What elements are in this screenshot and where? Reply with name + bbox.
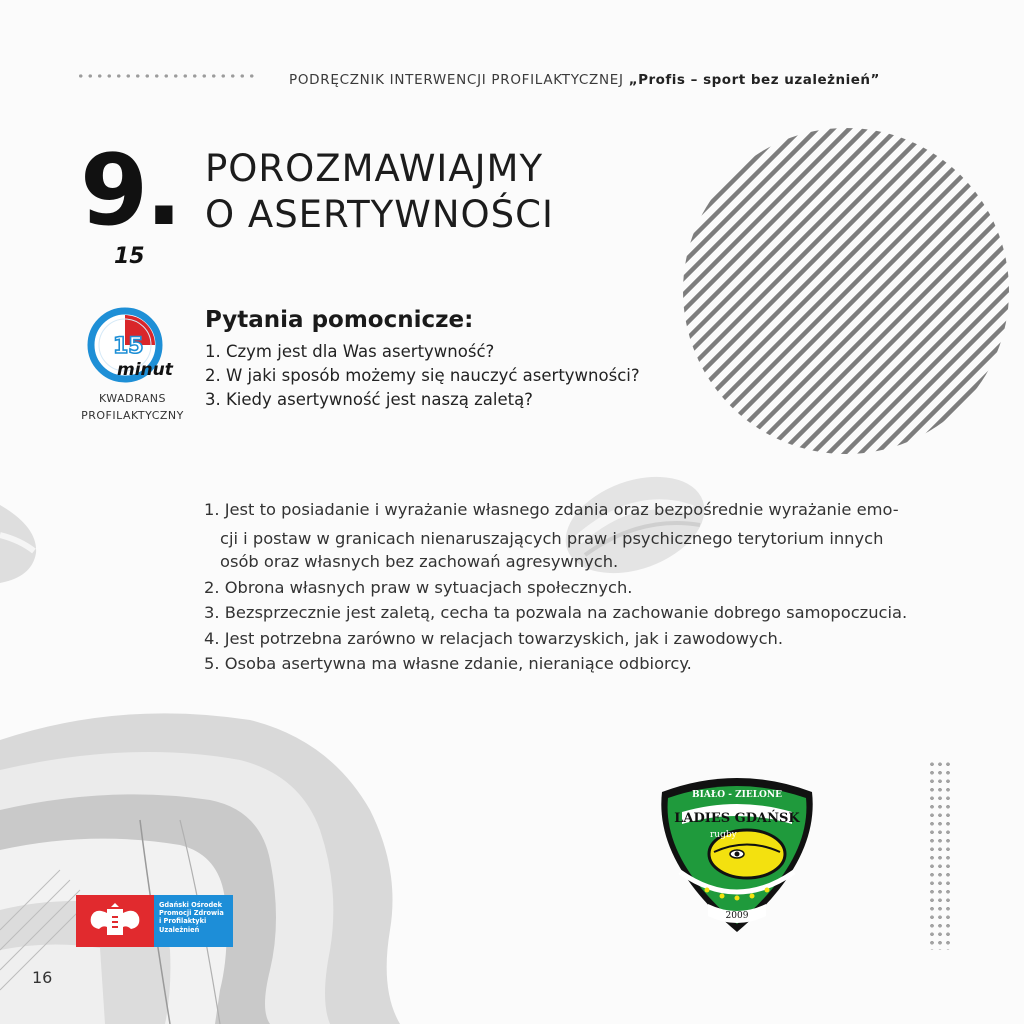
title-line-2: O ASERTYWNOŚCI [205,193,554,236]
gdansk-center-logo [76,895,233,947]
answer-item-1-cont: osób oraz własnych bez zachowań agresywnych. [220,552,619,571]
timer-caption [70,390,195,424]
answer-item-3: 3. Bezsprzecznie jest zaletą, cecha ta pozwala na zachowanie dobrego samopoczucia. [204,603,908,622]
timer-caption-line-2: PROFILAKTYCZNY [81,409,184,422]
club-sub-text: rugby [710,830,737,840]
page-number: 16 [32,968,53,987]
answer-item-1-cont: cji i postaw w granicach nienaruszających praw i psychicznego terytorium innych [220,528,884,548]
left-ball-decoration [0,505,40,585]
answers-block [204,497,979,677]
swirl-decoration [0,700,470,1024]
question-item: 1. Czym jest dla Was asertywność? [205,342,495,361]
timer-icon [85,305,180,385]
vertical-dots-decoration [928,760,952,950]
striped-circle-decoration [681,121,1011,461]
club-name-text: LADIES GDAŃSK [674,811,800,826]
question-item: 3. Kiedy asertywność jest naszą zaletą? [205,390,533,409]
title-line-1: POROZMAWIAJMY [205,147,544,190]
gdansk-crest-icon [76,895,154,947]
club-year-text: 2009 [725,911,749,921]
timer-caption-line-1: KWADRANS [98,392,167,405]
answer-item-4: 4. Jest potrzebna zarówno w relacjach towarzyskich, jak i zawodowych. [204,628,784,648]
timer-unit: minut [117,360,173,380]
chapter-minutes: 15 [114,244,145,269]
header-running-title: PODRĘCZNIK INTERWENCJI PROFILAKTYCZNEJ „Profis – sport bez uzależnień” [289,72,880,88]
ladies-gdansk-shield-logo [652,772,822,937]
gdansk-logo-text: Gdański Ośrodek Promocji Zdrowia i Profilaktyki Uzależnień [154,895,233,947]
header-dots-divider [76,73,256,79]
answer-item-1: 1. Jest to posiadanie i wyrażanie własnego zdania oraz bezpośrednie wyrażanie emo- [204,500,899,519]
question-item: 2. W jaki sposób możemy się nauczyć asertywności? [205,366,640,385]
timer-number: 15 [113,334,144,359]
page-title [205,146,554,238]
questions-heading: Pytania pomocnicze: [205,307,474,333]
chapter-number: 9. [80,134,180,248]
questions-list [205,340,640,412]
answer-item-5: 5. Osoba asertywna ma własne zdanie, nieraniące odbiorcy. [204,654,692,673]
answer-item-2: 2. Obrona własnych praw w sytuacjach społecznych. [204,577,633,597]
club-top-text: BIAŁO - ZIELONE [692,790,782,800]
